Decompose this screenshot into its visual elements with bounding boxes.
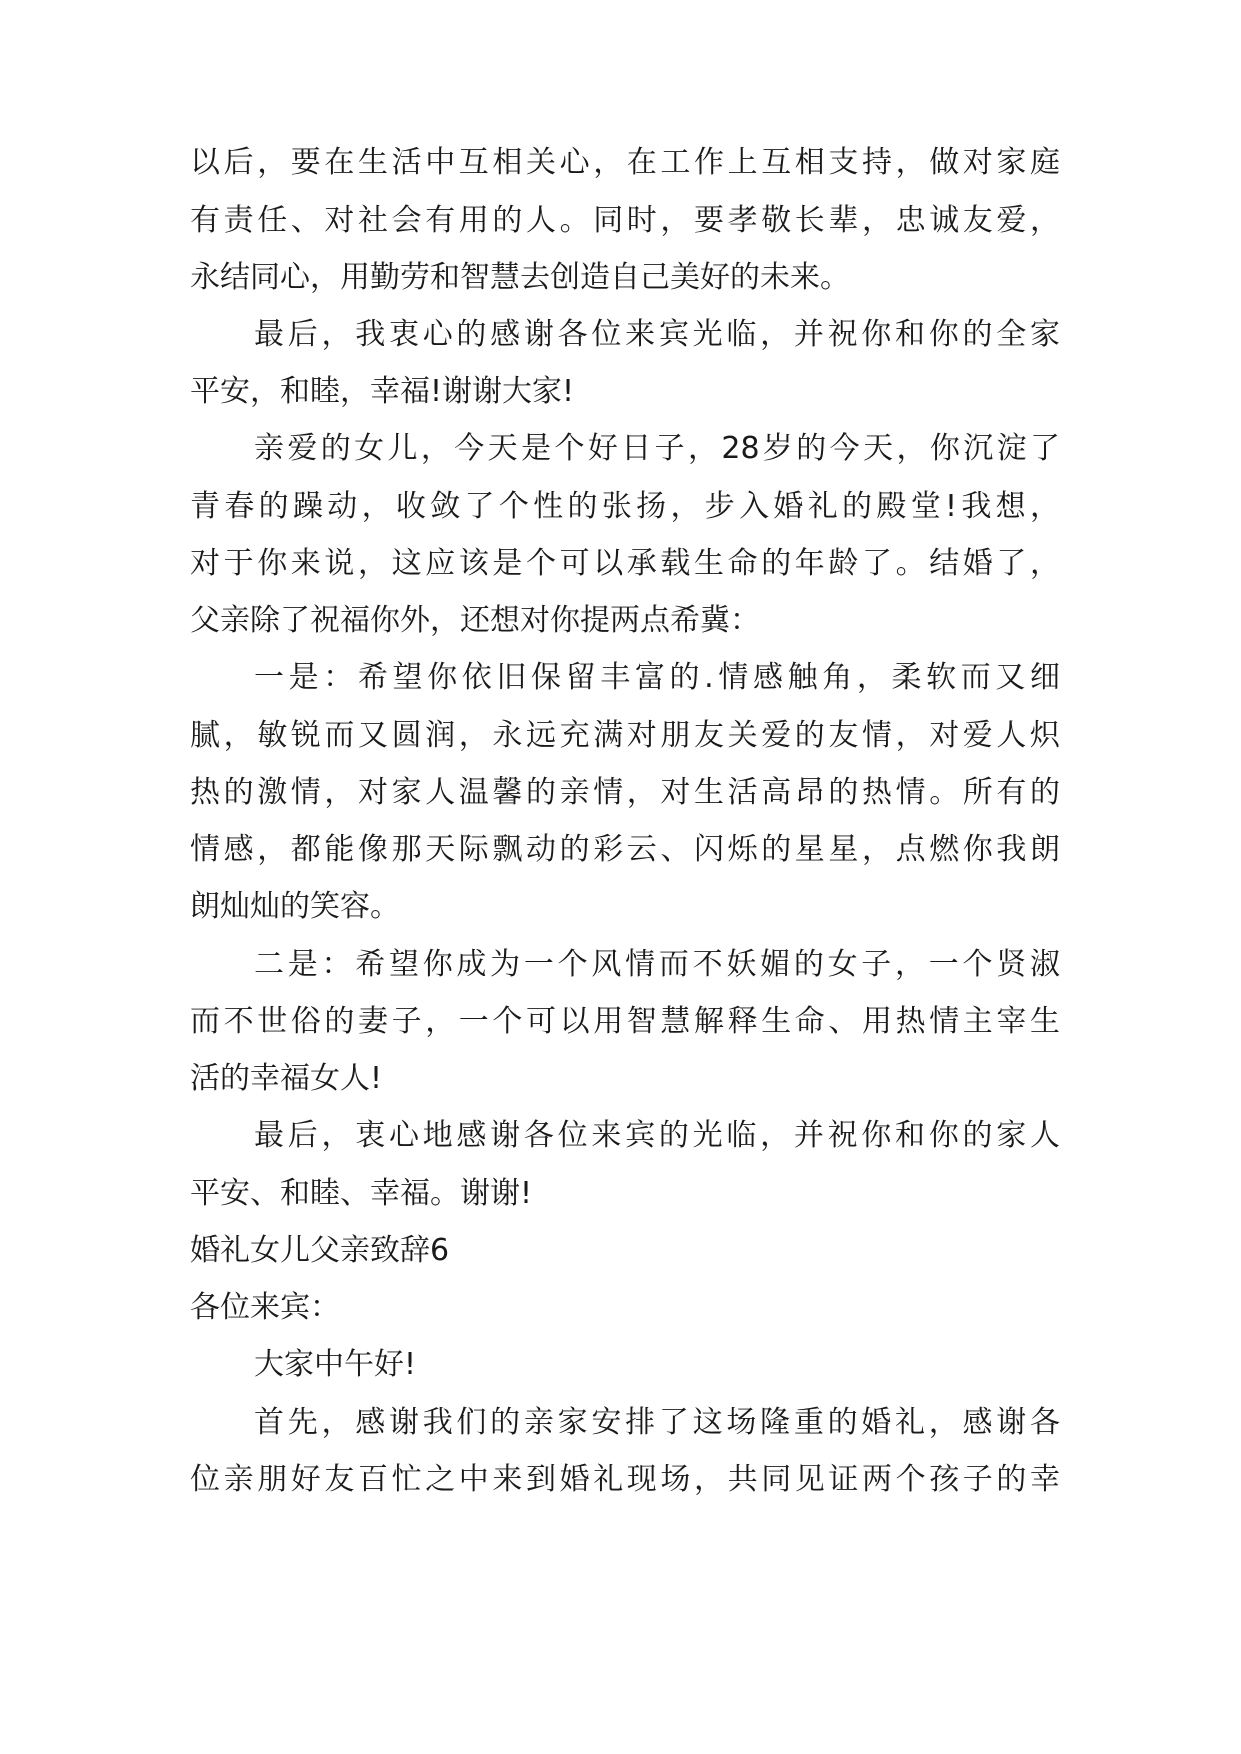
text-line: 平安、和睦、幸福。谢谢! xyxy=(190,1176,533,1211)
text-line: 对于你来说，这应该是个可以承载生命的年龄了。结婚了， xyxy=(190,546,1060,581)
text-line: 位亲朋好友百忙之中来到婚礼现场，共同见证两个孩子的幸 xyxy=(190,1462,1060,1497)
text-line: 一是：希望你依旧保留丰富的.情感触角，柔软而又细 xyxy=(254,660,1060,695)
text-line: 二是：希望你成为一个风情而不妖媚的女子，一个贤淑 xyxy=(254,947,1060,982)
text-line: 情感，都能像那天际飘动的彩云、闪烁的星星，点燃你我朗 xyxy=(190,832,1060,867)
greeting: 大家中午好! xyxy=(254,1347,417,1382)
salutation: 各位来宾： xyxy=(190,1290,340,1325)
text-line: 永结同心，用勤劳和智慧去创造自己美好的未来。 xyxy=(190,260,850,295)
text-line: 以后，要在生活中互相关心，在工作上互相支持，做对家庭 xyxy=(190,145,1060,180)
text-line: 有责任、对社会有用的人。同时，要孝敬长辈，忠诚友爱， xyxy=(190,203,1060,238)
text-line: 腻，敏锐而又圆润，永远充满对朋友关爱的友情，对爱人炽 xyxy=(190,718,1060,753)
text-line: 平安，和睦，幸福!谢谢大家! xyxy=(190,374,575,409)
text-line: 父亲除了祝福你外，还想对你提两点希冀： xyxy=(190,603,760,638)
text-line: 活的幸福女人! xyxy=(190,1061,383,1096)
text-line: 最后，我衷心的感谢各位来宾光临，并祝你和你的全家 xyxy=(254,317,1060,352)
text-line: 亲爱的女儿，今天是个好日子，28岁的今天，你沉淀了 xyxy=(254,431,1060,466)
text-line: 最后，衷心地感谢各位来宾的光临，并祝你和你的家人 xyxy=(254,1118,1060,1153)
text-line: 首先，感谢我们的亲家安排了这场隆重的婚礼，感谢各 xyxy=(254,1405,1060,1440)
text-line: 青春的躁动，收敛了个性的张扬，步入婚礼的殿堂!我想， xyxy=(190,489,1060,524)
text-line: 朗灿灿的笑容。 xyxy=(190,889,400,924)
text-line: 而不世俗的妻子，一个可以用智慧解释生命、用热情主宰生 xyxy=(190,1004,1060,1039)
text-line: 热的激情，对家人温馨的亲情，对生活高昂的热情。所有的 xyxy=(190,775,1060,810)
section-heading: 婚礼女儿父亲致辞6 xyxy=(190,1233,450,1268)
